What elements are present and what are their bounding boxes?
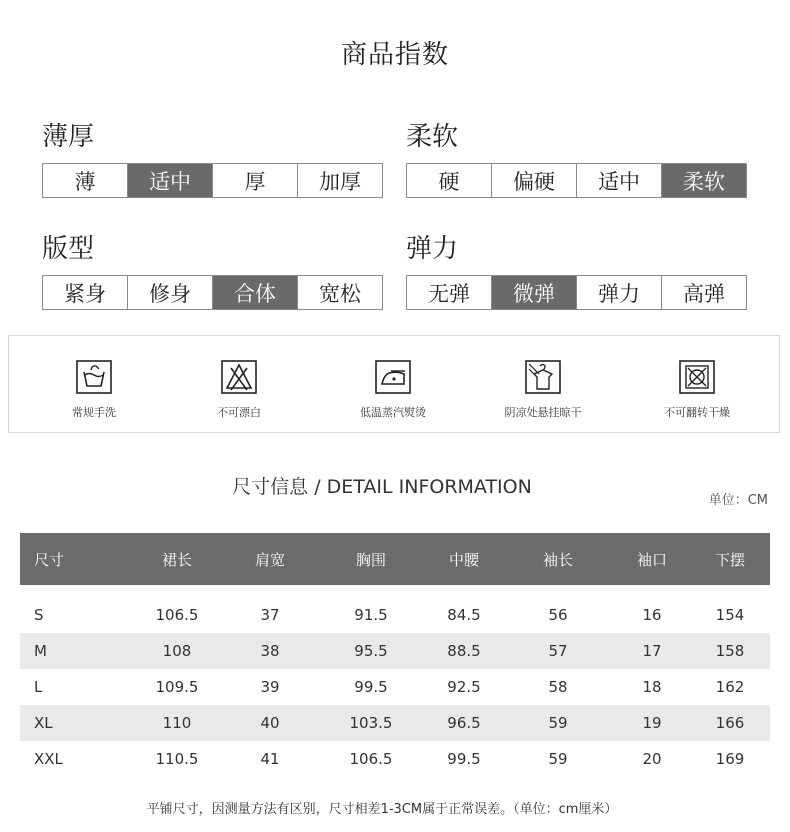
care-label: 不可漂白 — [217, 406, 261, 419]
scale-option: 偏硬 — [491, 164, 576, 197]
size-table — [20, 533, 770, 777]
table-cell: 40 — [224, 705, 316, 741]
table-cell: 41 — [260, 750, 280, 768]
care-instructions — [8, 335, 780, 433]
elasticity-scale — [406, 275, 747, 310]
scale-option: 厚 — [212, 164, 297, 197]
table-cell: 106.5 — [349, 750, 393, 768]
no-bleach-icon — [221, 360, 257, 394]
scale-option: 高弹 — [661, 276, 746, 309]
scale-option: 修身 — [127, 276, 212, 309]
attr-title: 柔软 — [406, 122, 459, 152]
header-size: 尺寸 — [20, 533, 130, 585]
scale-option: 薄 — [74, 169, 96, 194]
table-cell: 95.5 — [316, 633, 426, 669]
table-row — [20, 633, 770, 669]
attr-elasticity — [406, 228, 747, 310]
table-cell: 38 — [224, 633, 316, 669]
scale-option: 无弹 — [428, 281, 470, 306]
scale-option: 加厚 — [297, 164, 382, 197]
table-cell: 154 — [715, 606, 745, 624]
thickness-scale — [42, 163, 383, 198]
table-row — [20, 669, 770, 705]
unit-label: 单位：CM — [708, 493, 768, 508]
attr-title: 弹力 — [406, 234, 459, 264]
no-tumble-dry-icon — [679, 360, 715, 394]
measurement-note: 平铺尺寸，因测量方法有区别，尺寸相差1-3CM属于正常误差。（单位：cm厘米） — [146, 802, 618, 817]
table-cell: 91.5 — [354, 606, 388, 624]
size-cell: L — [34, 678, 43, 696]
table-cell: 58 — [548, 678, 568, 696]
page-title: 商品指数 — [340, 40, 449, 70]
attr-softness — [406, 116, 747, 198]
table-cell: 18 — [642, 678, 662, 696]
table-cell: 109.5 — [155, 678, 199, 696]
table-cell: 99.5 — [447, 750, 481, 768]
table-cell: 17 — [614, 633, 690, 669]
scale-option: 紧身 — [64, 281, 106, 306]
table-cell: 20 — [642, 750, 662, 768]
table-cell: 37 — [260, 606, 280, 624]
table-cell: 92.5 — [447, 678, 481, 696]
scale-option-selected: 合体 — [212, 276, 297, 309]
table-cell: 84.5 — [447, 606, 481, 624]
table-cell: 158 — [690, 633, 770, 669]
table-cell: 19 — [614, 705, 690, 741]
header-shoulder: 肩宽 — [224, 533, 316, 585]
care-label: 阴凉处悬挂晾干 — [504, 406, 582, 419]
table-cell: 16 — [642, 606, 662, 624]
care-item — [483, 360, 603, 420]
table-cell: 108 — [130, 633, 224, 669]
care-item — [179, 360, 299, 420]
hand-wash-icon — [76, 360, 112, 394]
size-cell: XL — [20, 705, 130, 741]
table-row — [20, 741, 770, 777]
size-cell: M — [20, 633, 130, 669]
table-header-row — [20, 533, 770, 585]
size-section-title: 尺寸信息 / DETAIL INFORMATION — [232, 476, 532, 498]
table-cell: 110.5 — [155, 750, 199, 768]
table-cell: 56 — [548, 606, 568, 624]
table-cell: 106.5 — [155, 606, 199, 624]
scale-option: 适中 — [576, 164, 661, 197]
table-cell: 57 — [502, 633, 614, 669]
table-cell: 39 — [260, 678, 280, 696]
table-cell: 59 — [502, 705, 614, 741]
hang-dry-shade-icon — [525, 360, 561, 394]
scale-option: 宽松 — [297, 276, 382, 309]
scale-option-selected: 适中 — [127, 164, 212, 197]
scale-option-selected: 柔软 — [661, 164, 746, 197]
attr-fit — [42, 228, 383, 310]
header-hem: 下摆 — [690, 533, 770, 585]
header-dress-length: 裙长 — [130, 533, 224, 585]
care-label: 不可翻转干燥 — [664, 406, 730, 419]
table-cell: 88.5 — [426, 633, 502, 669]
scale-option: 弹力 — [576, 276, 661, 309]
table-row — [20, 597, 770, 633]
table-cell: 96.5 — [426, 705, 502, 741]
table-cell: 169 — [715, 750, 745, 768]
header-cuff: 袖口 — [614, 533, 690, 585]
care-label: 低温蒸汽熨烫 — [360, 406, 426, 419]
softness-scale — [406, 163, 747, 198]
scale-option-selected: 微弹 — [491, 276, 576, 309]
table-row — [20, 705, 770, 741]
table-cell: 59 — [548, 750, 568, 768]
attr-thickness — [42, 116, 383, 198]
header-sleeve-length: 袖长 — [502, 533, 614, 585]
care-item — [34, 360, 154, 420]
table-cell: 99.5 — [354, 678, 388, 696]
low-temp-steam-iron-icon — [375, 360, 411, 394]
header-bust: 胸围 — [316, 533, 426, 585]
header-waist: 中腰 — [426, 533, 502, 585]
table-cell: 110 — [130, 705, 224, 741]
table-cell: 103.5 — [316, 705, 426, 741]
fit-scale — [42, 275, 383, 310]
care-label: 常规手洗 — [72, 406, 116, 419]
size-cell: S — [34, 606, 44, 624]
scale-option: 硬 — [438, 169, 460, 194]
attr-title: 版型 — [42, 234, 95, 264]
care-item — [333, 360, 453, 420]
attr-title: 薄厚 — [42, 122, 95, 152]
table-cell: 162 — [715, 678, 745, 696]
table-cell: 166 — [690, 705, 770, 741]
care-item — [637, 360, 757, 420]
size-cell: XXL — [34, 750, 63, 768]
